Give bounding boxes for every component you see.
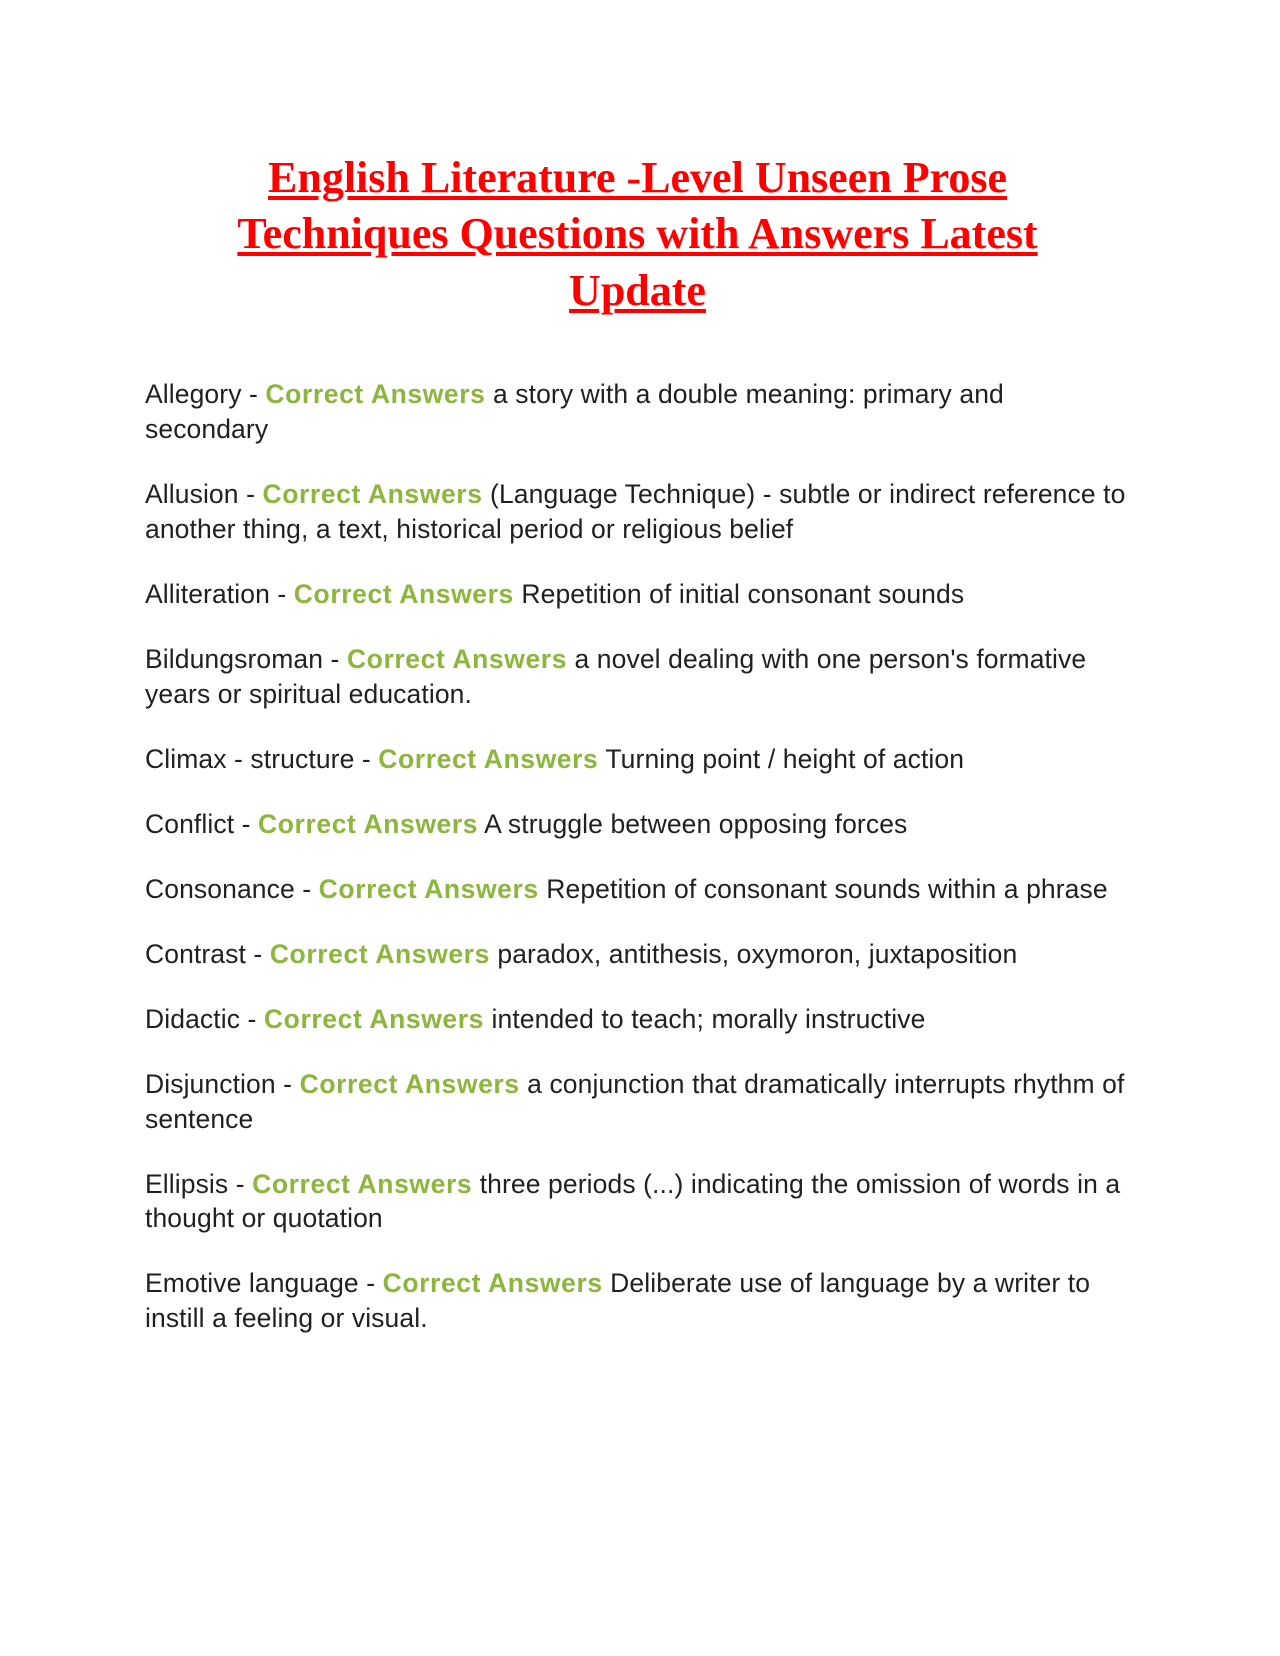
glossary-entry	[145, 807, 1130, 842]
glossary-term: Emotive language	[145, 1268, 359, 1299]
correct-answers-label: Correct Answers	[258, 808, 479, 839]
glossary-definition: a conjunction that dramatically interrupts rhythm of sentence	[145, 1068, 1125, 1134]
glossary-definition: three periods (...) indicating the omission of words in a thought or quotation	[145, 1168, 1121, 1234]
glossary-term: Allusion	[145, 478, 239, 509]
glossary-definition: intended to teach; morally instructive	[484, 1003, 926, 1034]
glossary-definition: Deliberate use of language by a writer to instill a feeling or visual.	[145, 1268, 1091, 1334]
correct-answers-label: Correct Answers	[263, 1003, 485, 1034]
page-title: English Literature -Level Unseen Prose Techniques Questions with Answers Latest Update	[237, 153, 1038, 315]
correct-answers-label: Correct Answers	[378, 743, 599, 774]
glossary-separator: -	[228, 1168, 253, 1199]
correct-answers-label: Correct Answers	[293, 578, 514, 609]
glossary-entry	[145, 577, 1130, 612]
glossary-definition: (Language Technique) - subtle or indirect reference to another thing, a text, historical period or religious belief	[145, 478, 1126, 544]
glossary-term: Alliteration	[145, 578, 270, 609]
glossary-separator: -	[240, 1003, 264, 1034]
glossary-separator: -	[234, 808, 259, 839]
glossary-definition: Turning point / height of action	[598, 743, 965, 774]
glossary-entry	[145, 642, 1130, 712]
correct-answers-label: Correct Answers	[262, 478, 483, 509]
glossary-separator: -	[245, 938, 270, 969]
glossary-entry-list	[145, 377, 1130, 1336]
correct-answers-label: Correct Answers	[269, 938, 490, 969]
glossary-entry	[145, 1167, 1130, 1237]
glossary-entry	[145, 377, 1130, 447]
glossary-separator: -	[358, 1268, 383, 1299]
glossary-term: Bildungsroman	[145, 643, 324, 674]
glossary-term: Didactic	[145, 1003, 241, 1034]
glossary-definition: paradox, antithesis, oxymoron, juxtaposition	[489, 938, 1018, 969]
glossary-separator: -	[354, 743, 379, 774]
correct-answers-label: Correct Answers	[265, 378, 486, 409]
glossary-separator: -	[241, 378, 266, 409]
glossary-term: Allegory	[145, 378, 242, 409]
correct-answers-label: Correct Answers	[382, 1268, 603, 1299]
glossary-separator: -	[269, 578, 294, 609]
correct-answers-label: Correct Answers	[252, 1168, 473, 1199]
correct-answers-label: Correct Answers	[346, 643, 568, 674]
glossary-separator: -	[323, 643, 347, 674]
glossary-term: Disjunction	[145, 1068, 276, 1099]
glossary-term: Ellipsis	[145, 1168, 229, 1199]
correct-answers-label: Correct Answers	[318, 873, 539, 904]
glossary-separator: -	[238, 478, 263, 509]
glossary-definition: Repetition of consonant sounds within a phrase	[538, 873, 1108, 904]
glossary-definition: Repetition of initial consonant sounds	[513, 578, 965, 609]
glossary-entry	[145, 477, 1130, 547]
glossary-entry	[145, 1067, 1130, 1137]
glossary-entry	[145, 937, 1130, 972]
glossary-definition: a story with a double meaning: primary and secondary	[145, 378, 1004, 444]
correct-answers-label: Correct Answers	[299, 1068, 520, 1099]
glossary-definition: A struggle between opposing forces	[478, 808, 908, 839]
glossary-term: Consonance	[145, 873, 295, 904]
glossary-term: Climax - structure	[145, 743, 355, 774]
glossary-entry	[145, 1002, 1130, 1037]
glossary-term: Contrast	[145, 938, 246, 969]
glossary-separator: -	[275, 1068, 300, 1099]
glossary-term: Conflict	[145, 808, 235, 839]
glossary-separator: -	[294, 873, 319, 904]
glossary-entry	[145, 1266, 1130, 1336]
glossary-entry	[145, 872, 1130, 907]
glossary-entry	[145, 742, 1130, 777]
glossary-definition: a novel dealing with one person's formative years or spiritual education.	[145, 643, 1087, 709]
